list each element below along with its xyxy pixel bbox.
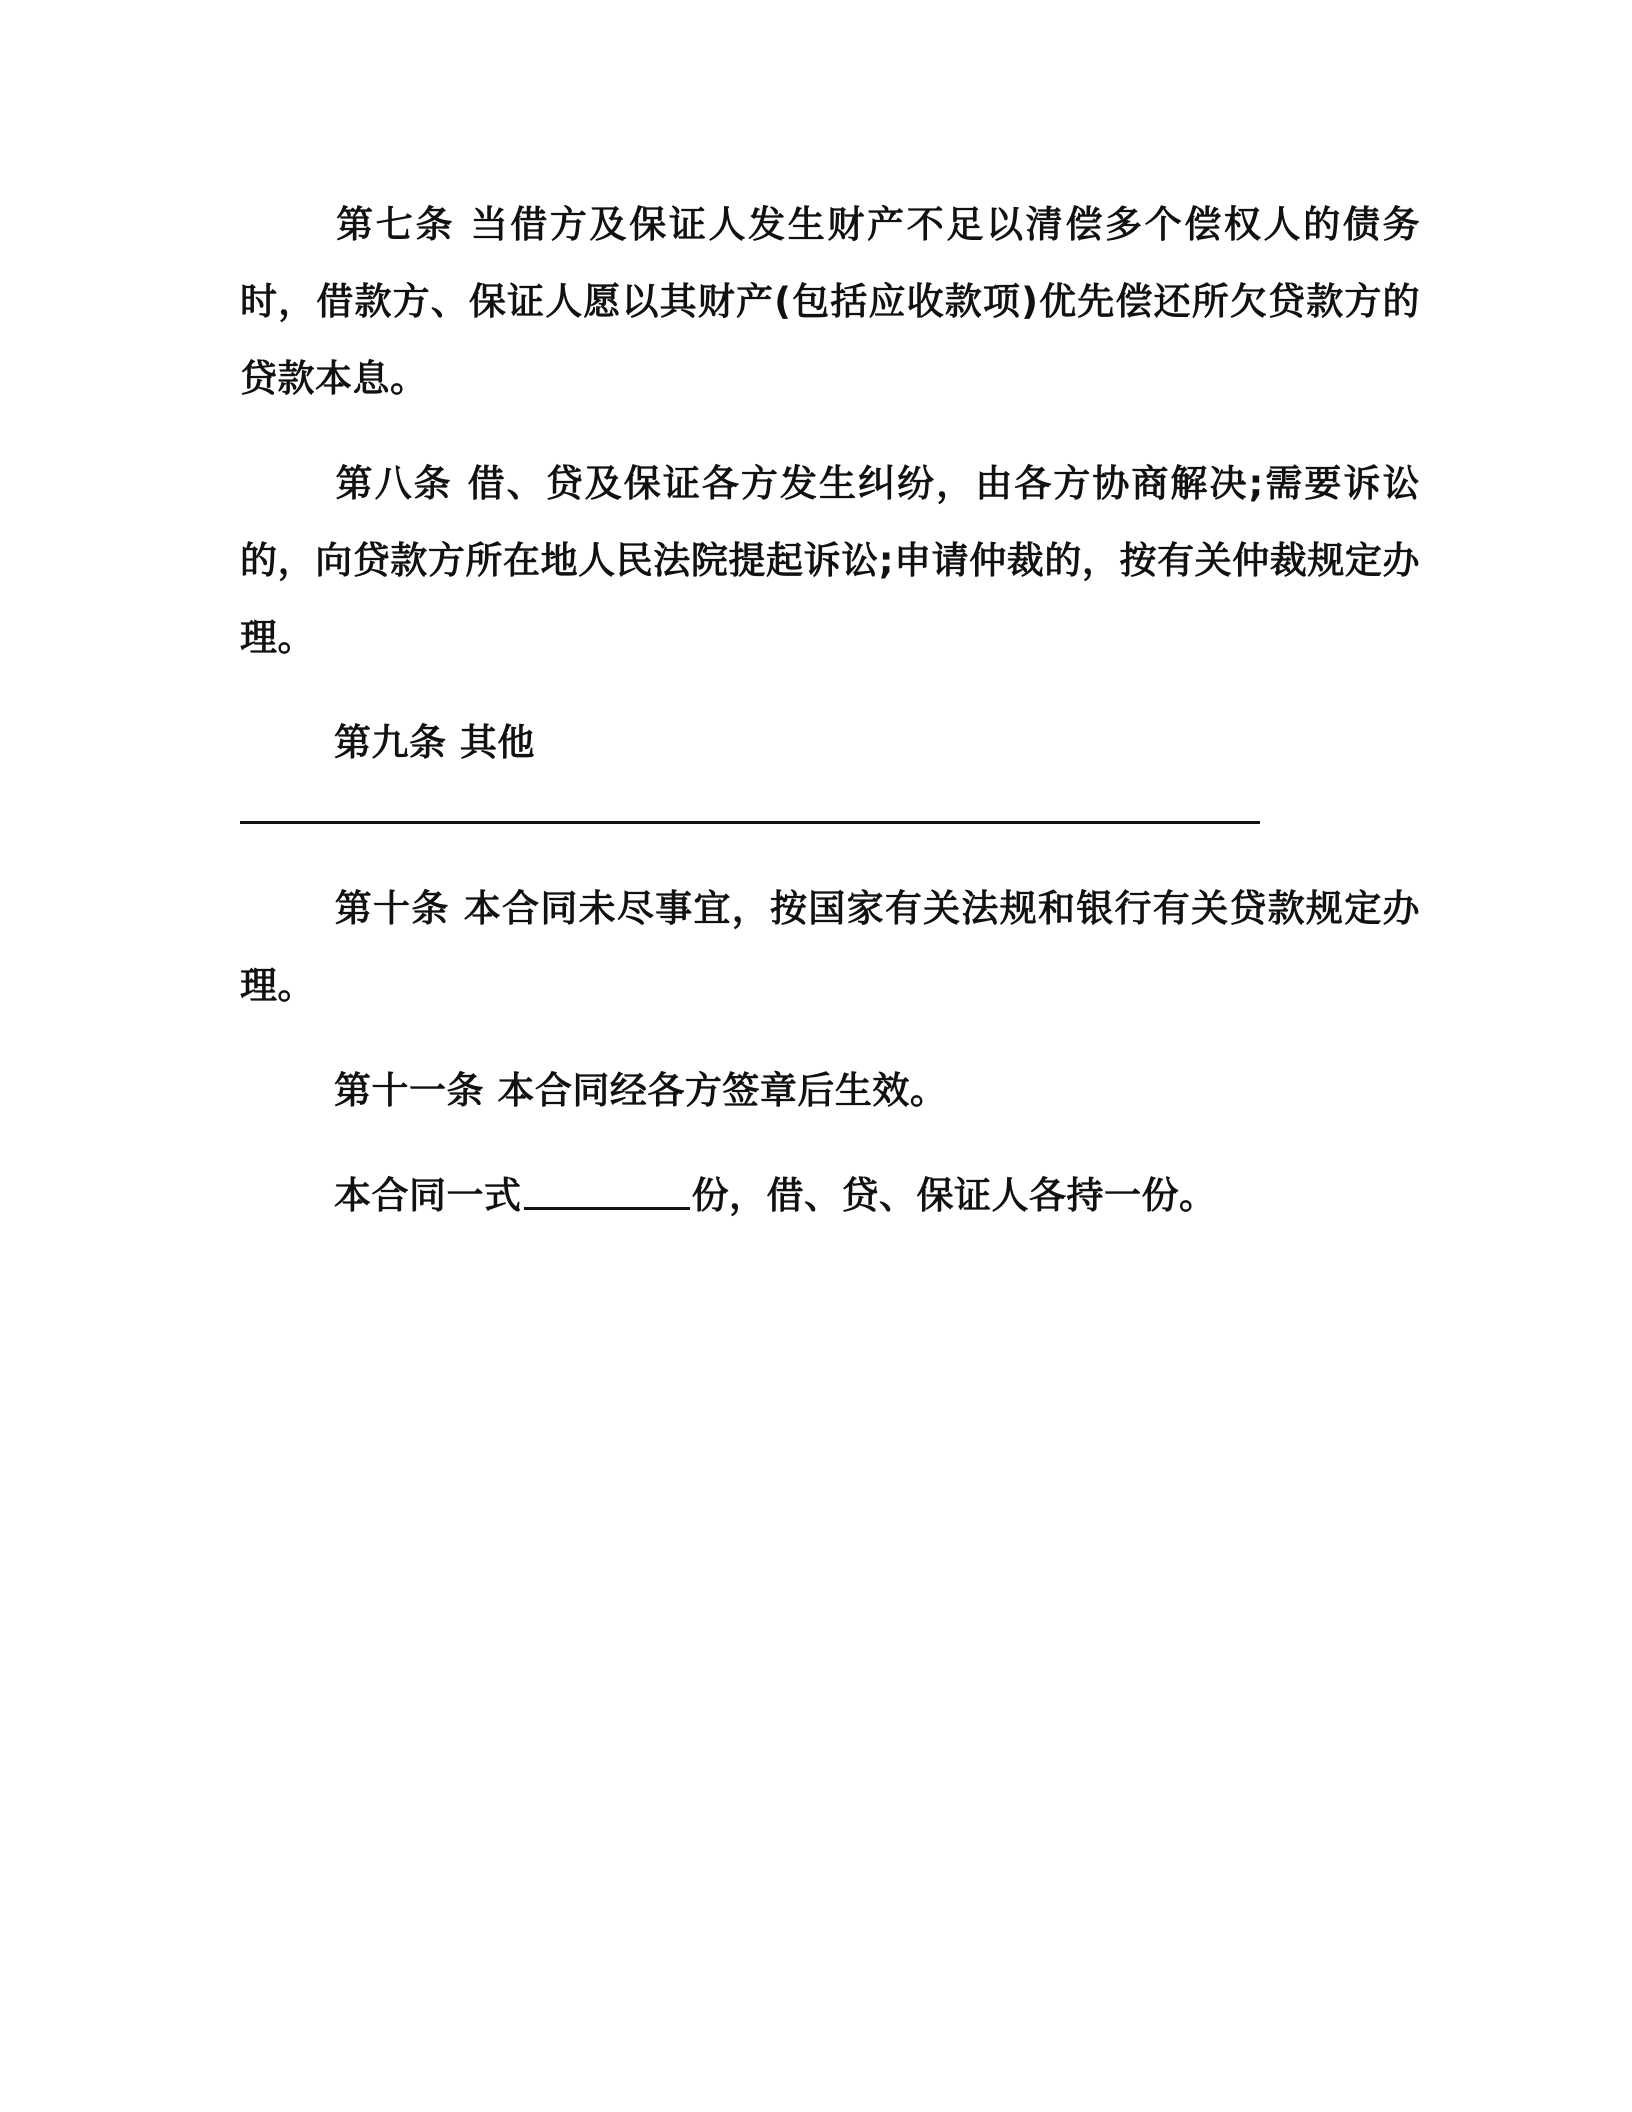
- article-10: [240, 870, 1420, 1024]
- document-body: [240, 186, 1420, 1262]
- article-9: [240, 704, 1420, 781]
- copies-clause: [240, 1157, 1420, 1234]
- article-11-text: 第十一条 本合同经各方签章后生效。: [334, 1069, 948, 1112]
- article-9-text: 第九条 其他: [334, 721, 535, 764]
- article-10-text: 第十条 本合同未尽事宜，按国家有关法规和银行有关贷款规定办理。: [240, 887, 1420, 1007]
- article-8-text: 第八条 借、贷及保证各方发生纠纷，由各方协商解决;需要诉讼的，向贷款方所在地人民法院提起诉讼;申请仲裁的，按有关仲裁规定办理。: [240, 462, 1420, 659]
- article-7: [240, 186, 1420, 417]
- article-11: [240, 1052, 1420, 1129]
- copies-count-blank: [524, 1207, 690, 1210]
- fill-in-underline: [240, 821, 1260, 824]
- copies-text-after: 份，借、贷、保证人各持一份。: [691, 1174, 1217, 1217]
- article-9-fill-line: [240, 775, 1420, 852]
- article-8: [240, 445, 1420, 676]
- copies-text-before: 本合同一式: [334, 1174, 522, 1217]
- article-7-text: 第七条 当借方及保证人发生财产不足以清偿多个偿权人的债务时，借款方、保证人愿以其财产(包括应收款项)优先偿还所欠贷款方的贷款本息。: [240, 203, 1420, 400]
